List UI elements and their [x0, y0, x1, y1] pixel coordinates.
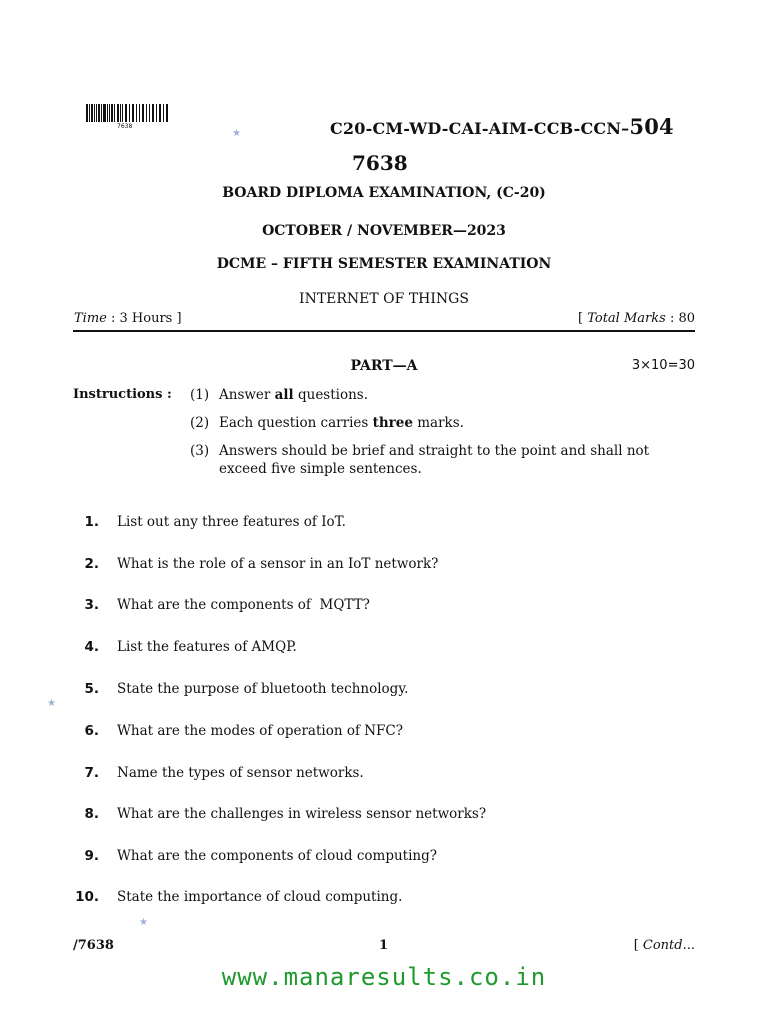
- marks-open-bracket: [: [578, 311, 588, 326]
- question-text: What is the role of a sensor in an IoT network?: [117, 556, 439, 572]
- question-number: 7.: [84, 765, 99, 781]
- instruction-number: (1): [190, 387, 210, 403]
- instruction-item: [190, 414, 670, 432]
- exam-semester: DCME – FIFTH SEMESTER EXAMINATION: [216, 256, 552, 272]
- question-number: 9.: [84, 848, 99, 864]
- instruction-number: (2): [190, 415, 210, 431]
- question-text: What are the modes of operation of NFC?: [117, 723, 403, 739]
- subject-code-prefix: C20-CM-WD-CAI-AIM-CCB-CCN–: [330, 119, 630, 138]
- instruction-text: Answer all questions.: [219, 387, 369, 403]
- question-number: 10.: [75, 889, 99, 905]
- part-marks: 3×10=30: [631, 358, 695, 373]
- total-marks-label: Total Marks: [587, 311, 666, 326]
- instructions-label: Instructions :: [73, 387, 172, 402]
- star-icon: ★: [139, 917, 148, 928]
- exam-session: OCTOBER / NOVEMBER—2023: [262, 223, 506, 239]
- instruction-text: Answers should be brief and straight to the point and shall not exceed five simple sentences.: [219, 443, 650, 477]
- question-number: 8.: [84, 806, 99, 822]
- question-number: 2.: [84, 556, 99, 572]
- page-number: 1: [379, 938, 389, 953]
- time-info: [74, 311, 182, 326]
- question-text: State the importance of cloud computing.: [117, 889, 403, 905]
- question-text: State the purpose of bluetooth technology.: [117, 681, 409, 697]
- question-text: What are the components of MQTT?: [117, 597, 370, 613]
- footer-paper-code: /7638: [73, 938, 114, 953]
- exam-board-title: BOARD DIPLOMA EXAMINATION, (C-20): [222, 185, 546, 201]
- time-label: Time: [74, 311, 107, 326]
- watermark-url: www.manaresults.co.in: [221, 963, 547, 991]
- part-title: PART—A: [350, 358, 418, 374]
- total-marks-info: [578, 311, 695, 326]
- question-number: 1.: [84, 514, 99, 530]
- subject-code: [330, 114, 674, 139]
- question-number: 5.: [84, 681, 99, 697]
- time-value: : 3 Hours ]: [111, 311, 182, 326]
- question-text: What are the challenges in wireless sensor networks?: [117, 806, 487, 822]
- barcode: [86, 104, 170, 122]
- subject-title: INTERNET OF THINGS: [299, 291, 469, 307]
- instruction-item: [190, 442, 670, 478]
- instruction-text: Each question carries three marks.: [219, 415, 464, 431]
- question-number: 4.: [84, 639, 99, 655]
- question-number: 3.: [84, 597, 99, 613]
- question-text: List the features of AMQP.: [117, 639, 297, 655]
- paper-number: 7638: [352, 151, 408, 175]
- question-number: 6.: [84, 723, 99, 739]
- subject-code-number: 504: [629, 114, 674, 139]
- question-text: What are the components of cloud computing?: [117, 848, 437, 864]
- instruction-item: [190, 386, 670, 404]
- question-text: List out any three features of IoT.: [117, 514, 346, 530]
- header-divider: [73, 330, 695, 332]
- question-text: Name the types of sensor networks.: [117, 765, 364, 781]
- instruction-number: (3): [190, 443, 210, 459]
- continued-note: [ Contd...: [633, 938, 695, 953]
- total-marks-value: : 80: [669, 311, 695, 326]
- star-icon: ★: [47, 698, 56, 709]
- barcode-number: 7638: [117, 123, 133, 130]
- star-icon: ★: [232, 128, 241, 139]
